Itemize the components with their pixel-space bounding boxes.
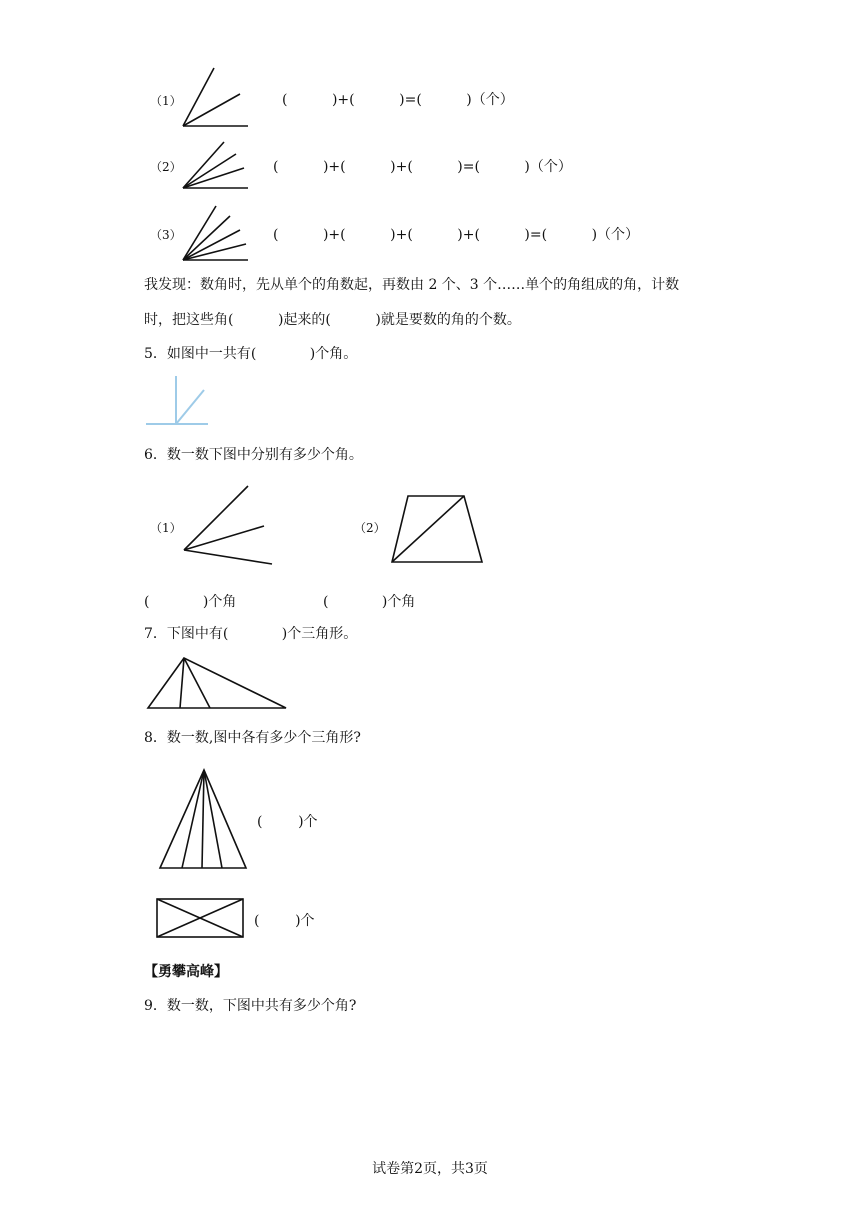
- q8-answer2: ( )个: [254, 913, 315, 929]
- page-footer: 试卷第2页，共3页: [372, 1161, 488, 1177]
- q5-text: 5．如图中一共有( )个角。: [144, 346, 358, 362]
- q6-label1: （1）: [150, 521, 182, 535]
- q4-row2-formula: ( )+( )+( )=( )（个）: [273, 159, 572, 175]
- q8-figure2: [156, 898, 246, 940]
- q6-text: 6．数一数下图中分别有多少个角。: [144, 447, 363, 463]
- q4-row1-label: （1）: [150, 94, 182, 108]
- q6-figure2: [390, 494, 484, 566]
- q4-row2-label: （2）: [150, 160, 182, 174]
- q4-row1-formula: ( )+( )=( )（个）: [282, 92, 514, 108]
- q4-row3-figure: [180, 204, 250, 264]
- section-title: 【勇攀高峰】: [144, 964, 228, 980]
- q4-row3-label: （3）: [150, 228, 182, 242]
- q7-text: 7．下图中有( )个三角形。: [144, 626, 358, 642]
- q7-figure: [146, 656, 288, 710]
- q4-row3-formula: ( )+( )+( )+( )=( )（个）: [273, 227, 640, 243]
- discovery-line2: 时，把这些角( )起来的( )就是要数的角的个数。: [144, 312, 521, 328]
- q5-figure: [146, 376, 208, 428]
- q4-row1-figure: [180, 66, 250, 130]
- q8-answer1: ( )个: [257, 814, 318, 830]
- q6-label2: （2）: [354, 521, 386, 535]
- q8-text: 8．数一数,图中各有多少个三角形?: [144, 730, 361, 746]
- q6-answer2: ( )个角: [323, 594, 416, 610]
- q9-text: 9．数一数，下图中共有多少个角?: [144, 998, 357, 1014]
- q6-figure1: [182, 484, 274, 568]
- q6-answer1: ( )个角: [144, 594, 237, 610]
- discovery-line1: 我发现：数角时，先从单个的角数起，再数由 2 个、3 个……单个的角组成的角，计数: [144, 277, 680, 293]
- q4-row2-figure: [180, 140, 250, 192]
- q8-figure1: [158, 768, 250, 870]
